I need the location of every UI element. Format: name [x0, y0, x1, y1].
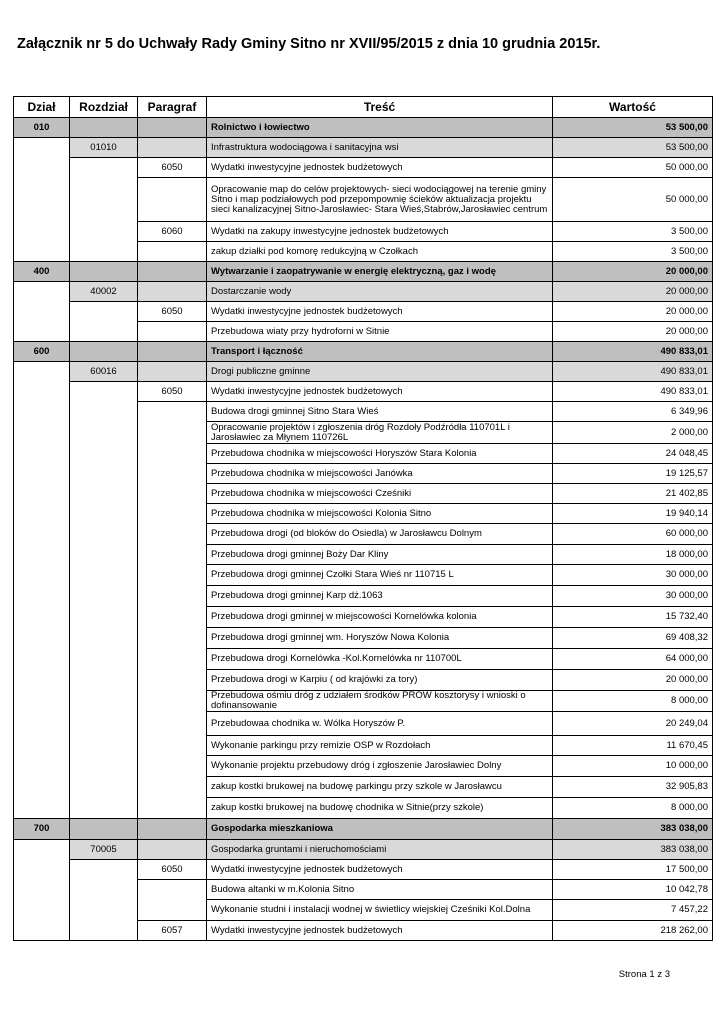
- rozdzial-row: [14, 138, 713, 158]
- paragraf-cell: [138, 138, 207, 158]
- dzial-cell: [14, 798, 70, 819]
- dzial-cell: [14, 382, 70, 402]
- paragraf-cell: [138, 282, 207, 302]
- value-cell: 17 500,00: [553, 860, 713, 880]
- dzial-cell: [14, 422, 70, 444]
- rozdzial-cell: [70, 262, 138, 282]
- value-cell: 490 833,01: [553, 382, 713, 402]
- rozdzial-cell: [70, 819, 138, 840]
- paragraf-code: 6057: [138, 921, 207, 941]
- tresc-cell: Opracowanie projektów i zgłoszenia dróg Rozdoły Podźródła 110701L i Jarosławiec za Młynem 110726L: [207, 422, 553, 444]
- paragraf-code: 6050: [138, 302, 207, 322]
- rozdzial-cell: [70, 756, 138, 777]
- tresc-cell: Przebudowa drogi gminnej Boży Dar Kliny: [207, 545, 553, 565]
- paragraf-cell: [138, 362, 207, 382]
- dzial-row: [14, 262, 713, 282]
- paragraf-cell: [138, 545, 207, 565]
- tresc-cell: Wydatki inwestycyjne jednostek budżetowych: [207, 302, 553, 322]
- paragraf-cell: [138, 840, 207, 860]
- tresc-cell: Przebudowa drogi (od bloków do Osiedla) w Jarosławcu Dolnym: [207, 524, 553, 545]
- value-cell: 6 349,96: [553, 402, 713, 422]
- paragraf-cell: [138, 565, 207, 586]
- dzial-cell: [14, 670, 70, 691]
- rozdzial-row: [14, 362, 713, 382]
- table-row: [14, 504, 713, 524]
- value-cell: 3 500,00: [553, 242, 713, 262]
- table-row: [14, 880, 713, 900]
- table-row: [14, 178, 713, 222]
- tresc-cell: Dostarczanie wody: [207, 282, 553, 302]
- value-cell: 64 000,00: [553, 649, 713, 670]
- dzial-cell: [14, 242, 70, 262]
- tresc-cell: zakup kostki brukowej na budowę parkingu przy szkole w Jarosławcu: [207, 777, 553, 798]
- table-row: [14, 900, 713, 921]
- value-cell: 19 125,57: [553, 464, 713, 484]
- header-tresc: Treść: [207, 97, 553, 118]
- value-cell: 20 249,04: [553, 712, 713, 736]
- paragraf-cell: [138, 504, 207, 524]
- value-cell: 21 402,85: [553, 484, 713, 504]
- tresc-cell: Wydatki inwestycyjne jednostek budżetowych: [207, 382, 553, 402]
- table-row: [14, 545, 713, 565]
- paragraf-cell: [138, 900, 207, 921]
- value-cell: 20 000,00: [553, 302, 713, 322]
- paragraf-cell: [138, 262, 207, 282]
- dzial-cell: [14, 736, 70, 756]
- paragraf-cell: [138, 756, 207, 777]
- tresc-cell: Przebudowa wiaty przy hydroforni w Sitnie: [207, 322, 553, 342]
- tresc-cell: Opracowanie map do celów projektowych- sieci wodociągowej na terenie gminy Sitno i map podziałowych pod przepompownię ścieków aktualizacja projektu sieci kanalizacyjnej Sitno-Jarosławiec- Stara Wieś,Stabrów,Jarosławiec centrum: [207, 178, 553, 222]
- dzial-row: [14, 342, 713, 362]
- dzial-cell: [14, 222, 70, 242]
- value-cell: 11 670,45: [553, 736, 713, 756]
- table-row: [14, 464, 713, 484]
- value-cell: 3 500,00: [553, 222, 713, 242]
- rozdzial-cell: [70, 921, 138, 941]
- rozdzial-code: 70005: [70, 840, 138, 860]
- dzial-cell: [14, 712, 70, 736]
- tresc-cell: Wydatki inwestycyjne jednostek budżetowych: [207, 860, 553, 880]
- rozdzial-cell: [70, 607, 138, 628]
- paragraf-row: [14, 860, 713, 880]
- value-cell: 50 000,00: [553, 178, 713, 222]
- value-cell: 2 000,00: [553, 422, 713, 444]
- paragraf-cell: [138, 628, 207, 649]
- paragraf-cell: [138, 464, 207, 484]
- dzial-cell: [14, 921, 70, 941]
- value-cell: 30 000,00: [553, 565, 713, 586]
- paragraf-cell: [138, 422, 207, 444]
- rozdzial-cell: [70, 670, 138, 691]
- tresc-cell: Wydatki inwestycyjne jednostek budżetowych: [207, 158, 553, 178]
- tresc-cell: Rolnictwo i łowiectwo: [207, 118, 553, 138]
- header-paragraf: Paragraf: [138, 97, 207, 118]
- tresc-cell: Gospodarka mieszkaniowa: [207, 819, 553, 840]
- tresc-cell: Przebudowa drogi gminnej Karp dż.1063: [207, 586, 553, 607]
- paragraf-cell: [138, 484, 207, 504]
- tresc-cell: Przebudowaa chodnika w. Wólka Horyszów P.: [207, 712, 553, 736]
- tresc-cell: Wykonanie projektu przebudowy dróg i zgłoszenie Jarosławiec Dolny: [207, 756, 553, 777]
- value-cell: 383 038,00: [553, 819, 713, 840]
- paragraf-code: 6050: [138, 382, 207, 402]
- table-row: [14, 586, 713, 607]
- value-cell: 15 732,40: [553, 607, 713, 628]
- page-footer: Strona 1 z 3: [618, 969, 670, 980]
- paragraf-cell: [138, 342, 207, 362]
- rozdzial-cell: [70, 504, 138, 524]
- dzial-cell: [14, 158, 70, 178]
- rozdzial-cell: [70, 158, 138, 178]
- budget-table: [13, 96, 713, 941]
- value-cell: 20 000,00: [553, 670, 713, 691]
- rozdzial-cell: [70, 342, 138, 362]
- header-wartosc: Wartość: [553, 97, 713, 118]
- table-row: [14, 524, 713, 545]
- dzial-cell: [14, 607, 70, 628]
- paragraf-row: [14, 222, 713, 242]
- table-row: [14, 444, 713, 464]
- value-cell: 19 940,14: [553, 504, 713, 524]
- value-cell: 30 000,00: [553, 586, 713, 607]
- rozdzial-cell: [70, 712, 138, 736]
- rozdzial-cell: [70, 586, 138, 607]
- dzial-cell: [14, 322, 70, 342]
- paragraf-row: [14, 921, 713, 941]
- tresc-cell: Wydatki inwestycyjne jednostek budżetowych: [207, 921, 553, 941]
- rozdzial-code: 40002: [70, 282, 138, 302]
- dzial-cell: [14, 649, 70, 670]
- rozdzial-cell: [70, 402, 138, 422]
- dzial-code: 400: [14, 262, 70, 282]
- dzial-cell: [14, 586, 70, 607]
- page-title: Załącznik nr 5 do Uchwały Rady Gminy Sitno nr XVII/95/2015 z dnia 10 grudnia 2015r.: [17, 36, 601, 52]
- table-row: [14, 777, 713, 798]
- tresc-cell: Przebudowa ośmiu dróg z udziałem środków PROW kosztorysy i wnioski o dofinansowanie: [207, 691, 553, 712]
- dzial-code: 010: [14, 118, 70, 138]
- paragraf-cell: [138, 322, 207, 342]
- paragraf-row: [14, 158, 713, 178]
- tresc-cell: Przebudowa drogi gminnej w miejscowości Kornelówka kolonia: [207, 607, 553, 628]
- dzial-cell: [14, 628, 70, 649]
- dzial-code: 700: [14, 819, 70, 840]
- tresc-cell: Infrastruktura wodociągowa i sanitacyjna wsi: [207, 138, 553, 158]
- paragraf-cell: [138, 444, 207, 464]
- tresc-cell: Przebudowa drogi w Karpiu ( od krajówki za tory): [207, 670, 553, 691]
- paragraf-cell: [138, 402, 207, 422]
- dzial-cell: [14, 860, 70, 880]
- dzial-cell: [14, 402, 70, 422]
- tresc-cell: Wykonanie studni i instalacji wodnej w świetlicy wiejskiej Cześniki Kol.Dolna: [207, 900, 553, 921]
- paragraf-cell: [138, 649, 207, 670]
- value-cell: 383 038,00: [553, 840, 713, 860]
- paragraf-cell: [138, 777, 207, 798]
- rozdzial-cell: [70, 777, 138, 798]
- dzial-row: [14, 819, 713, 840]
- rozdzial-cell: [70, 798, 138, 819]
- dzial-row: [14, 118, 713, 138]
- value-cell: 24 048,45: [553, 444, 713, 464]
- value-cell: 10 042,78: [553, 880, 713, 900]
- rozdzial-cell: [70, 628, 138, 649]
- value-cell: 8 000,00: [553, 691, 713, 712]
- tresc-cell: Przebudowa chodnika w miejscowości Horyszów Stara Kolonia: [207, 444, 553, 464]
- header-dzial: Dział: [14, 97, 70, 118]
- tresc-cell: Wytwarzanie i zaopatrywanie w energię elektryczną, gaz i wodę: [207, 262, 553, 282]
- value-cell: 32 905,83: [553, 777, 713, 798]
- dzial-cell: [14, 504, 70, 524]
- value-cell: 60 000,00: [553, 524, 713, 545]
- rozdzial-cell: [70, 444, 138, 464]
- rozdzial-cell: [70, 302, 138, 322]
- paragraf-row: [14, 302, 713, 322]
- tresc-cell: Przebudowa chodnika w miejscowości Janówka: [207, 464, 553, 484]
- tresc-cell: Przebudowa chodnika w miejscowości Cześniki: [207, 484, 553, 504]
- rozdzial-cell: [70, 880, 138, 900]
- dzial-cell: [14, 178, 70, 222]
- rozdzial-cell: [70, 178, 138, 222]
- dzial-cell: [14, 464, 70, 484]
- rozdzial-cell: [70, 565, 138, 586]
- tresc-cell: Budowa altanki w m.Kolonia Sitno: [207, 880, 553, 900]
- tresc-cell: zakup kostki brukowej na budowę chodnika w Sitnie(przy szkole): [207, 798, 553, 819]
- paragraf-cell: [138, 607, 207, 628]
- rozdzial-code: 01010: [70, 138, 138, 158]
- table-row: [14, 798, 713, 819]
- dzial-cell: [14, 484, 70, 504]
- tresc-cell: Wydatki na zakupy inwestycyjne jednostek budżetowych: [207, 222, 553, 242]
- table-row: [14, 607, 713, 628]
- tresc-cell: Transport i łączność: [207, 342, 553, 362]
- tresc-cell: Przebudowa drogi gminnej Czołki Stara Wieś nr 110715 L: [207, 565, 553, 586]
- paragraf-cell: [138, 819, 207, 840]
- table-body: [14, 118, 713, 941]
- table-row: [14, 736, 713, 756]
- rozdzial-code: 60016: [70, 362, 138, 382]
- table-row: [14, 402, 713, 422]
- rozdzial-cell: [70, 484, 138, 504]
- value-cell: 490 833,01: [553, 362, 713, 382]
- paragraf-cell: [138, 736, 207, 756]
- dzial-cell: [14, 282, 70, 302]
- paragraf-cell: [138, 118, 207, 138]
- value-cell: 18 000,00: [553, 545, 713, 565]
- paragraf-code: 6050: [138, 860, 207, 880]
- rozdzial-cell: [70, 691, 138, 712]
- rozdzial-cell: [70, 382, 138, 402]
- dzial-cell: [14, 545, 70, 565]
- dzial-cell: [14, 444, 70, 464]
- rozdzial-cell: [70, 545, 138, 565]
- paragraf-cell: [138, 691, 207, 712]
- tresc-cell: Przebudowa drogi Kornelówka -Kol.Kornelówka nr 110700L: [207, 649, 553, 670]
- rozdzial-row: [14, 282, 713, 302]
- rozdzial-cell: [70, 242, 138, 262]
- tresc-cell: Przebudowa chodnika w miejscowości Kolonia Sitno: [207, 504, 553, 524]
- rozdzial-cell: [70, 736, 138, 756]
- paragraf-code: 6050: [138, 158, 207, 178]
- value-cell: 53 500,00: [553, 118, 713, 138]
- dzial-code: 600: [14, 342, 70, 362]
- dzial-cell: [14, 302, 70, 322]
- dzial-cell: [14, 362, 70, 382]
- tresc-cell: Drogi publiczne gminne: [207, 362, 553, 382]
- table-row: [14, 756, 713, 777]
- table-row: [14, 691, 713, 712]
- rozdzial-cell: [70, 464, 138, 484]
- rozdzial-cell: [70, 860, 138, 880]
- rozdzial-cell: [70, 222, 138, 242]
- table-row: [14, 484, 713, 504]
- value-cell: 20 000,00: [553, 282, 713, 302]
- value-cell: 218 262,00: [553, 921, 713, 941]
- value-cell: 53 500,00: [553, 138, 713, 158]
- dzial-cell: [14, 524, 70, 545]
- paragraf-cell: [138, 798, 207, 819]
- value-cell: 50 000,00: [553, 158, 713, 178]
- table-header-row: [14, 97, 713, 118]
- paragraf-cell: [138, 712, 207, 736]
- tresc-cell: Przebudowa drogi gminnej wm. Horyszów Nowa Kolonia: [207, 628, 553, 649]
- paragraf-cell: [138, 524, 207, 545]
- value-cell: 8 000,00: [553, 798, 713, 819]
- tresc-cell: Wykonanie parkingu przy remizie OSP w Rozdołach: [207, 736, 553, 756]
- dzial-cell: [14, 138, 70, 158]
- table-row: [14, 649, 713, 670]
- dzial-cell: [14, 900, 70, 921]
- tresc-cell: zakup działki pod komorę redukcyjną w Czołkach: [207, 242, 553, 262]
- dzial-cell: [14, 840, 70, 860]
- rozdzial-row: [14, 840, 713, 860]
- dzial-cell: [14, 756, 70, 777]
- table-row: [14, 712, 713, 736]
- value-cell: 7 457,22: [553, 900, 713, 921]
- dzial-cell: [14, 880, 70, 900]
- header-rozdzial: Rozdział: [70, 97, 138, 118]
- rozdzial-cell: [70, 322, 138, 342]
- value-cell: 490 833,01: [553, 342, 713, 362]
- paragraf-code: 6060: [138, 222, 207, 242]
- rozdzial-cell: [70, 118, 138, 138]
- paragraf-row: [14, 382, 713, 402]
- paragraf-cell: [138, 178, 207, 222]
- table-row: [14, 565, 713, 586]
- table-row: [14, 422, 713, 444]
- rozdzial-cell: [70, 649, 138, 670]
- paragraf-cell: [138, 670, 207, 691]
- table-row: [14, 322, 713, 342]
- table-row: [14, 670, 713, 691]
- table-row: [14, 242, 713, 262]
- value-cell: 20 000,00: [553, 322, 713, 342]
- rozdzial-cell: [70, 900, 138, 921]
- rozdzial-cell: [70, 524, 138, 545]
- rozdzial-cell: [70, 422, 138, 444]
- paragraf-cell: [138, 880, 207, 900]
- dzial-cell: [14, 777, 70, 798]
- value-cell: 69 408,32: [553, 628, 713, 649]
- value-cell: 20 000,00: [553, 262, 713, 282]
- paragraf-cell: [138, 586, 207, 607]
- tresc-cell: Budowa drogi gminnej Sitno Stara Wieś: [207, 402, 553, 422]
- dzial-cell: [14, 691, 70, 712]
- paragraf-cell: [138, 242, 207, 262]
- tresc-cell: Gospodarka gruntami i nieruchomościami: [207, 840, 553, 860]
- dzial-cell: [14, 565, 70, 586]
- table-row: [14, 628, 713, 649]
- value-cell: 10 000,00: [553, 756, 713, 777]
